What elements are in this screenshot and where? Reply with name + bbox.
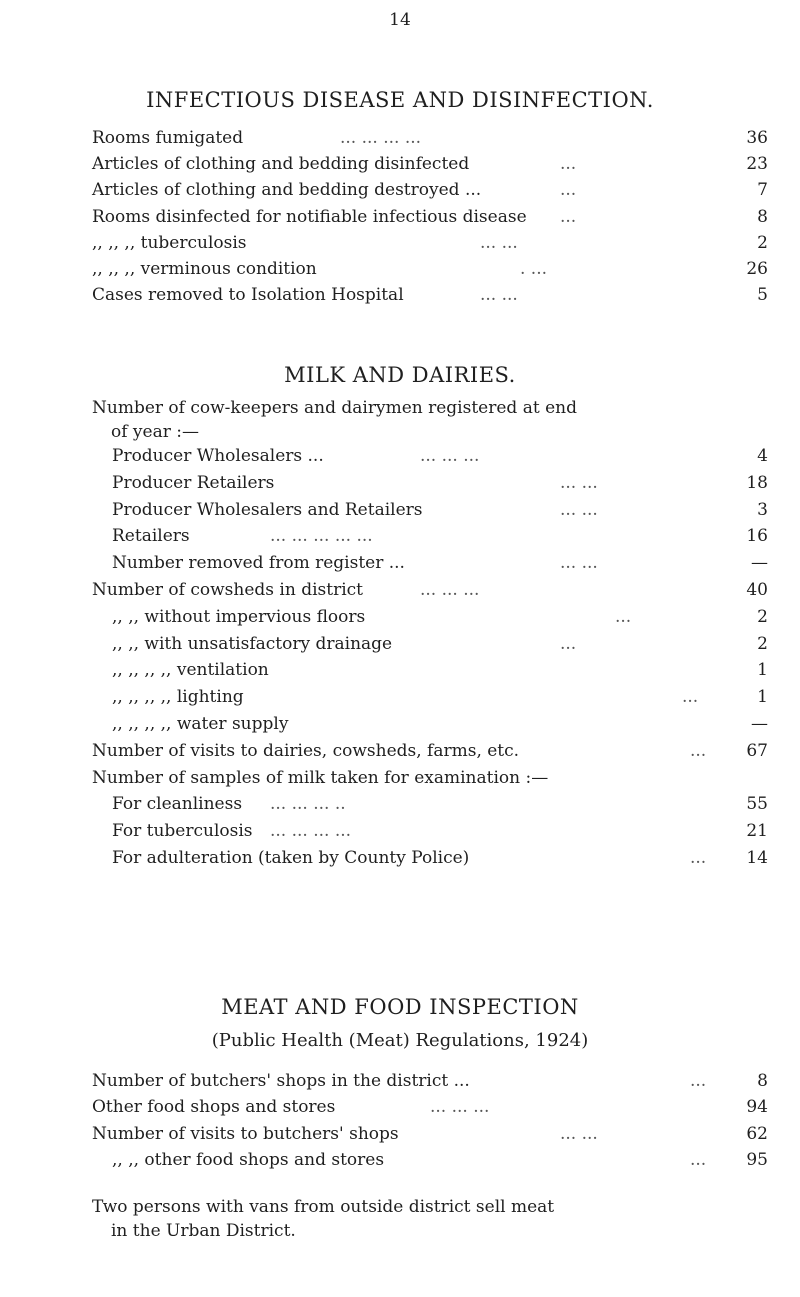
row-value: 7 xyxy=(757,180,768,201)
section-heading-milk: MILK AND DAIRIES. xyxy=(284,363,516,387)
row-leader-dots: ... xyxy=(615,606,632,627)
row-label: Articles of clothing and bedding disinfected xyxy=(92,154,470,175)
row-value: 18 xyxy=(746,472,768,493)
section-heading-meat: MEAT AND FOOD INSPECTION xyxy=(221,995,579,1019)
row-label: ,, ,, ,, verminous condition xyxy=(92,259,317,279)
section-subheading-meat: (Public Health (Meat) Regulations, 1924) xyxy=(211,1030,589,1051)
row-leader-dots: ... xyxy=(560,633,577,654)
table-row xyxy=(0,283,800,307)
row-leader-dots: ... xyxy=(560,154,577,175)
row-value: 14 xyxy=(746,848,768,868)
row-label: Rooms disinfected for notifiable infectious disease xyxy=(92,206,527,227)
row-value: — xyxy=(751,714,768,734)
table-row xyxy=(0,1122,800,1146)
row-value: 16 xyxy=(746,526,768,547)
row-value: 4 xyxy=(757,446,768,466)
table-row xyxy=(0,819,800,843)
table-row xyxy=(0,498,800,522)
row-value: 1 xyxy=(757,687,768,708)
table-row xyxy=(0,524,800,548)
row-leader-dots: ... xyxy=(690,1071,707,1091)
row-label: Producer Wholesalers and Retailers xyxy=(112,499,423,520)
row-value: 3 xyxy=(757,499,768,520)
row-leader-dots: ... ... ... ... xyxy=(340,128,422,148)
row-leader-dots: . ... xyxy=(520,259,548,279)
table-row xyxy=(0,605,800,629)
row-label: Producer Retailers xyxy=(112,472,275,493)
row-label: ,, ,, ,, tuberculosis xyxy=(92,232,247,253)
page-number: 14 xyxy=(389,10,411,30)
row-leader-dots: ... xyxy=(690,1150,707,1171)
row-leader-dots: ... ... xyxy=(480,285,518,306)
row-leader-dots: ... ... xyxy=(560,472,598,493)
row-label: Articles of clothing and bedding destroyed ... xyxy=(92,180,482,201)
row-value: 62 xyxy=(746,1123,768,1144)
row-value: 95 xyxy=(746,1150,768,1171)
row-label: ,, ,, ,, ,, lighting xyxy=(112,687,244,708)
table-row xyxy=(0,257,800,281)
row-label: Number of visits to dairies, cowsheds, farms, etc. xyxy=(92,740,520,761)
row-value: 40 xyxy=(746,580,768,600)
table-row xyxy=(0,739,800,763)
row-leader-dots: ... ... ... .. xyxy=(270,794,346,815)
row-leader-dots: ... ... ... xyxy=(420,580,480,600)
row-value: 23 xyxy=(746,154,768,175)
table-row xyxy=(0,685,800,709)
milk-intro xyxy=(92,396,732,444)
row-value: 36 xyxy=(746,128,768,148)
row-label: Number of visits to butchers' shops xyxy=(92,1123,399,1144)
row-label: ,, ,, ,, ,, ventilation xyxy=(112,660,269,681)
row-label: For cleanliness xyxy=(112,794,243,815)
row-leader-dots: ... ... xyxy=(480,232,518,253)
table-row xyxy=(0,178,800,202)
row-leader-dots: ... xyxy=(682,687,699,708)
section-heading-disinfection: INFECTIOUS DISEASE AND DISINFECTION. xyxy=(146,88,654,112)
table-row xyxy=(0,1148,800,1172)
table-row xyxy=(0,1069,800,1093)
row-value: 2 xyxy=(757,606,768,627)
row-label: Producer Wholesalers ... xyxy=(112,446,324,466)
row-value: 8 xyxy=(757,206,768,227)
table-row xyxy=(0,444,800,468)
row-value: 8 xyxy=(757,1071,768,1091)
row-value: 67 xyxy=(746,740,768,761)
row-leader-dots: ... ... ... ... xyxy=(270,821,352,842)
row-value: 55 xyxy=(746,794,768,815)
table-row xyxy=(0,578,800,602)
table-row xyxy=(0,792,800,816)
meat-note-line2: in the Urban District. xyxy=(111,1221,296,1241)
row-value: 2 xyxy=(757,633,768,654)
table-row xyxy=(0,205,800,229)
meat-note-line1: Two persons with vans from outside district sell meat xyxy=(92,1197,555,1217)
row-label: ,, ,, other food shops and stores xyxy=(112,1150,385,1171)
row-label: ,, ,, ,, ,, water supply xyxy=(112,714,289,734)
row-value: 2 xyxy=(757,232,768,253)
table-row xyxy=(0,126,800,150)
table-row xyxy=(0,1095,800,1119)
milk-intro-line1: Number of cow-keepers and dairymen registered at end xyxy=(92,398,577,418)
row-label: Number of butchers' shops in the district ... xyxy=(92,1071,470,1091)
row-leader-dots: ... ... ... xyxy=(420,446,480,466)
meat-note xyxy=(92,1195,732,1243)
row-leader-dots: ... xyxy=(560,206,577,227)
row-value: — xyxy=(751,553,768,574)
row-label: Retailers xyxy=(112,526,190,547)
table-row xyxy=(0,471,800,495)
row-label: ,, ,, without impervious floors xyxy=(112,606,366,627)
table-row xyxy=(0,846,800,870)
table-row xyxy=(0,658,800,682)
row-leader-dots: ... xyxy=(690,848,707,868)
row-leader-dots: ... xyxy=(690,740,707,761)
row-value: 26 xyxy=(746,259,768,279)
row-leader-dots: ... ... xyxy=(560,1123,598,1144)
row-value: 5 xyxy=(757,285,768,306)
row-label: For tuberculosis xyxy=(112,821,253,842)
row-label: Other food shops and stores xyxy=(92,1097,336,1118)
table-row xyxy=(0,766,800,790)
row-label: Number of samples of milk taken for examination :— xyxy=(92,767,549,788)
table-row xyxy=(0,231,800,255)
table-row xyxy=(0,551,800,575)
row-label: Rooms fumigated xyxy=(92,128,244,148)
row-leader-dots: ... xyxy=(560,180,577,201)
table-row xyxy=(0,152,800,176)
row-leader-dots: ... ... xyxy=(560,499,598,520)
milk-intro-line2: of year :— xyxy=(111,422,199,442)
row-value: 1 xyxy=(757,660,768,681)
row-label: For adulteration (taken by County Police) xyxy=(112,848,470,868)
row-leader-dots: ... ... ... xyxy=(430,1097,490,1118)
row-value: 94 xyxy=(746,1097,768,1118)
table-row xyxy=(0,712,800,736)
row-value: 21 xyxy=(746,821,768,842)
row-leader-dots: ... ... ... ... ... xyxy=(270,526,373,547)
row-label: Number of cowsheds in district xyxy=(92,580,363,600)
row-label: Cases removed to Isolation Hospital xyxy=(92,285,404,306)
row-label: ,, ,, with unsatisfactory drainage xyxy=(112,633,393,654)
row-label: Number removed from register ... xyxy=(112,553,405,574)
row-leader-dots: ... ... xyxy=(560,553,598,574)
table-row xyxy=(0,632,800,656)
